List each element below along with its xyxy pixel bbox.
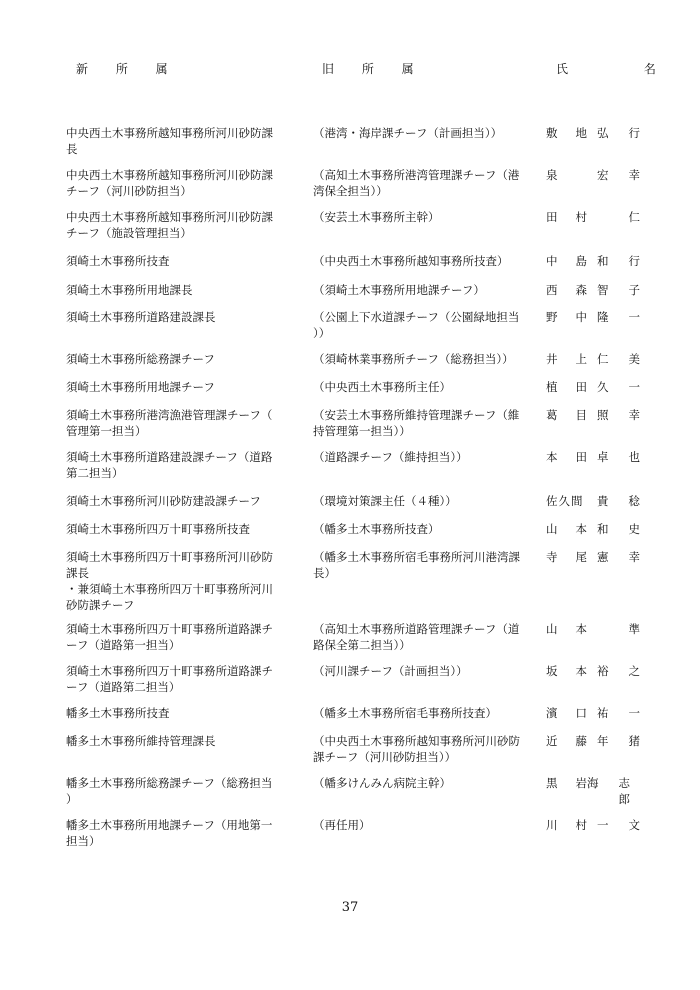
old-affiliation-line: ））	[313, 326, 331, 340]
new-affiliation-line: 須崎土木事務所総務課チーフ	[66, 352, 215, 366]
old-affiliation-line: 路保全第二担当））	[313, 638, 411, 652]
name-char: 海	[587, 776, 599, 790]
surname	[546, 521, 587, 537]
name-char: 憲	[597, 550, 609, 564]
new-affiliation-line: 幡多土木事務所技査	[66, 706, 170, 720]
name-char: 口	[575, 706, 587, 720]
person-name	[546, 449, 640, 465]
name-char: 一	[597, 818, 609, 832]
person-name	[546, 549, 640, 565]
name-char: 本	[546, 450, 558, 464]
person-name	[546, 125, 640, 141]
given-name	[597, 705, 640, 721]
surname	[546, 733, 587, 749]
name-char: 本	[575, 622, 587, 636]
new-affiliation	[66, 309, 294, 325]
new-affiliation	[66, 209, 294, 241]
old-affiliation-line: （幡多土木事務所宿毛事務所河川港湾課	[313, 550, 520, 564]
old-affiliation	[313, 663, 535, 679]
old-affiliation-line: （中央西土木事務所越知事務所河川砂防	[313, 734, 520, 748]
new-affiliation-line: 幡多土木事務所総務課チーフ（総務担当	[66, 776, 273, 790]
name-char: 一	[628, 380, 640, 394]
page-number: 37	[341, 900, 359, 915]
old-affiliation	[313, 733, 535, 765]
person-name	[546, 209, 640, 225]
name-char: 也	[628, 450, 640, 464]
new-affiliation-line: 管理第一担当）	[66, 424, 147, 438]
old-affiliation	[313, 125, 535, 141]
new-affiliation	[66, 167, 294, 199]
old-affiliation-line: 課チーフ（河川砂防担当））	[313, 750, 457, 764]
old-affiliation-line: 長）	[313, 566, 336, 580]
name-char: 和	[597, 522, 609, 536]
name-char: 野	[546, 310, 558, 324]
name-char: 文	[628, 818, 640, 832]
surname	[546, 775, 587, 807]
name-char: 和	[597, 254, 609, 268]
given-name	[597, 351, 640, 367]
name-char: 濱	[546, 706, 558, 720]
name-char: 仁	[597, 352, 609, 366]
new-affiliation	[66, 775, 294, 807]
name-char: 敷	[546, 126, 558, 140]
person-name	[546, 282, 640, 298]
name-char: 島	[575, 254, 587, 268]
new-affiliation-line: 須崎土木事務所四万十町事務所道路課チ	[66, 664, 273, 678]
name-char: 幸	[628, 550, 640, 564]
person-name	[546, 493, 640, 509]
new-affiliation-line: 幡多土木事務所維持管理課長	[66, 734, 216, 748]
name-char: 泉	[546, 168, 558, 182]
new-affiliation-line: 砂防課チーフ	[66, 598, 135, 612]
surname	[546, 253, 587, 269]
name-char: 坂	[546, 664, 558, 678]
name-char: 仁	[628, 210, 640, 224]
old-affiliation-line: （道路課チーフ（維持担当））	[313, 450, 468, 464]
surname	[546, 621, 587, 637]
name-char: 井	[546, 352, 558, 366]
surname	[546, 125, 587, 141]
name-char: 宏	[597, 168, 609, 182]
old-affiliation	[313, 549, 535, 581]
given-name	[597, 125, 640, 141]
old-affiliation	[313, 167, 535, 199]
person-name	[546, 379, 640, 395]
name-char: 西	[546, 283, 558, 297]
person-name	[546, 521, 640, 537]
given-name	[597, 549, 640, 565]
old-affiliation	[313, 351, 535, 367]
name-char: 猪	[628, 734, 640, 748]
name-char: 本	[575, 522, 587, 536]
name-char: 行	[628, 126, 640, 140]
given-name	[597, 663, 640, 679]
old-affiliation	[313, 282, 535, 298]
new-affiliation-line: 須崎土木事務所道路建設課長	[66, 310, 216, 324]
name-char: 村	[575, 818, 587, 832]
new-affiliation-line: 中央西土木事務所越知事務所河川砂防課	[66, 168, 273, 182]
surname	[546, 663, 587, 679]
old-affiliation-line: 湾保全担当））	[313, 184, 388, 198]
name-char: 寺	[546, 550, 558, 564]
new-affiliation	[66, 125, 294, 157]
old-affiliation-line: （中央西土木事務所主任）	[313, 380, 451, 394]
given-name	[597, 407, 640, 423]
new-affiliation	[66, 407, 294, 439]
name-char: 葛	[546, 408, 558, 422]
given-name	[629, 209, 641, 225]
name-char: 一	[628, 706, 640, 720]
name-char: 川	[546, 818, 558, 832]
given-name	[597, 379, 640, 395]
old-affiliation	[313, 817, 535, 833]
old-affiliation-line: 持管理第一担当））	[313, 424, 411, 438]
given-name	[597, 817, 640, 833]
header-old-affiliation: 旧 所 属	[322, 62, 426, 76]
name-char: 一	[628, 310, 640, 324]
name-char: 黒	[546, 776, 558, 790]
old-affiliation-line: （須崎林業事務所チーフ（総務担当））	[313, 352, 514, 366]
new-affiliation-line: 須崎土木事務所四万十町事務所河川砂防	[66, 550, 273, 564]
old-affiliation-line: （環境対策課主任（４種））	[313, 494, 457, 508]
surname	[546, 407, 587, 423]
new-affiliation	[66, 733, 294, 749]
old-affiliation-line: （須崎土木事務所用地課チーフ）	[313, 283, 485, 297]
name-char: 田	[546, 210, 558, 224]
new-affiliation-line: 中央西土木事務所越知事務所河川砂防課	[66, 210, 273, 224]
name-char: 田	[575, 380, 587, 394]
new-affiliation-line: 須崎土木事務所用地課チーフ	[66, 380, 215, 394]
name-char: 中	[546, 254, 558, 268]
new-affiliation-line: 長	[66, 142, 78, 156]
new-affiliation	[66, 705, 294, 721]
new-affiliation-line: ）	[66, 792, 78, 806]
new-affiliation-line: 須崎土木事務所四万十町事務所道路課チ	[66, 622, 273, 636]
new-affiliation-line: 須崎土木事務所河川砂防建設課チーフ	[66, 494, 261, 508]
person-name	[546, 309, 640, 325]
name-char: 久	[597, 380, 609, 394]
name-char: 智	[597, 283, 609, 297]
name-char: 志郎	[618, 776, 630, 806]
given-name	[597, 167, 640, 183]
new-affiliation	[66, 493, 294, 509]
name-char: 本	[575, 664, 587, 678]
old-affiliation	[313, 705, 535, 721]
given-name	[597, 449, 640, 465]
old-affiliation-line: （高知土木事務所港湾管理課チーフ（港	[313, 168, 520, 182]
person-name	[546, 705, 640, 721]
old-affiliation-line: （安芸土木事務所維持管理課チーフ（維	[313, 408, 520, 422]
new-affiliation	[66, 549, 294, 613]
old-affiliation-line: （河川課チーフ（計画担当））	[313, 664, 468, 678]
old-affiliation-line: （幡多土木事務所技査）	[313, 522, 440, 536]
name-char: 年	[597, 734, 609, 748]
new-affiliation-line: 担当）	[66, 834, 101, 848]
new-affiliation	[66, 379, 294, 395]
new-affiliation	[66, 449, 294, 481]
name-char: 岩	[575, 776, 587, 790]
person-name	[546, 407, 640, 423]
surname	[546, 379, 587, 395]
old-affiliation	[313, 209, 535, 225]
new-affiliation-line: 第二担当）	[66, 466, 124, 480]
name-char: 準	[628, 622, 640, 636]
old-affiliation	[313, 309, 535, 341]
new-affiliation	[66, 817, 294, 849]
name-char: 目	[575, 408, 587, 422]
name-char: 藤	[575, 734, 587, 748]
name-char: 森	[575, 283, 587, 297]
old-affiliation-line: （高知土木事務所道路管理課チーフ（道	[313, 622, 520, 636]
name-char: 中	[575, 310, 587, 324]
person-name	[546, 253, 640, 269]
name-char: 山	[546, 522, 558, 536]
old-affiliation	[313, 493, 535, 509]
person-name	[546, 663, 640, 679]
name-char: 之	[628, 664, 640, 678]
given-name	[597, 253, 640, 269]
new-affiliation-line: 須崎土木事務所用地課長	[66, 283, 193, 297]
old-affiliation-line: （再任用）	[313, 818, 371, 832]
name-char: 山	[546, 622, 558, 636]
new-affiliation	[66, 521, 294, 537]
new-affiliation-line: チーフ（河川砂防担当）	[66, 184, 192, 198]
person-name	[546, 621, 640, 637]
person-name	[546, 817, 640, 833]
name-char: 久	[558, 494, 570, 508]
given-name	[597, 521, 640, 537]
name-char: 行	[628, 254, 640, 268]
new-affiliation	[66, 663, 294, 695]
old-affiliation	[313, 449, 535, 465]
name-char: 卓	[597, 450, 609, 464]
given-name	[597, 493, 640, 509]
surname	[546, 817, 587, 833]
name-char: 地	[575, 126, 587, 140]
person-name	[546, 775, 640, 807]
name-char: 村	[575, 210, 587, 224]
surname	[546, 549, 587, 565]
person-name	[546, 167, 640, 183]
person-name	[546, 733, 640, 749]
name-char: 尾	[575, 550, 587, 564]
name-char: 隆	[597, 310, 609, 324]
name-char: 弘	[597, 126, 609, 140]
old-affiliation	[313, 521, 535, 537]
name-char: 近	[546, 734, 558, 748]
given-name	[629, 621, 641, 637]
new-affiliation	[66, 351, 294, 367]
header-name: 氏 名	[556, 62, 692, 76]
new-affiliation	[66, 253, 294, 269]
new-affiliation-line: 須崎土木事務所四万十町事務所技査	[66, 522, 250, 536]
new-affiliation-line: チーフ（施設管理担当）	[66, 226, 192, 240]
name-char: 美	[628, 352, 640, 366]
new-affiliation-line: 須崎土木事務所技査	[66, 254, 170, 268]
name-char: 貴	[597, 494, 609, 508]
given-name	[597, 282, 640, 298]
new-affiliation-line: 中央西土木事務所越知事務所河川砂防課	[66, 126, 273, 140]
name-char: 照	[597, 408, 609, 422]
given-name	[587, 775, 640, 807]
header-new-affiliation: 新 所 属	[76, 62, 180, 76]
old-affiliation	[313, 253, 535, 269]
old-affiliation	[313, 621, 535, 653]
surname	[546, 351, 587, 367]
name-char: 上	[575, 352, 587, 366]
name-char: 史	[628, 522, 640, 536]
old-affiliation	[313, 775, 535, 791]
name-char: 佐	[546, 494, 558, 508]
new-affiliation-line: 課長	[66, 566, 89, 580]
new-affiliation-line: ーフ（道路第一担当）	[66, 638, 181, 652]
given-name	[597, 733, 640, 749]
name-char: 間	[571, 494, 583, 508]
new-affiliation-line: ・兼須崎土木事務所四万十町事務所河川	[66, 582, 273, 596]
old-affiliation-line: （安芸土木事務所主幹）	[313, 210, 440, 224]
old-affiliation-line: （中央西土木事務所越知事務所技査）	[313, 254, 509, 268]
surname	[546, 167, 558, 183]
new-affiliation-line: 須崎土木事務所港湾漁港管理課チーフ（	[66, 408, 273, 422]
old-affiliation-line: （港湾・海岸課チーフ（計画担当））	[313, 126, 503, 140]
surname	[546, 449, 587, 465]
name-char: 植	[546, 380, 558, 394]
name-char: 子	[628, 283, 640, 297]
old-affiliation-line: （公園上下水道課チーフ（公園緑地担当	[313, 310, 520, 324]
name-char: 田	[575, 450, 587, 464]
old-affiliation	[313, 407, 535, 439]
surname	[546, 705, 587, 721]
name-char: 裕	[597, 664, 609, 678]
surname	[546, 282, 587, 298]
surname	[546, 209, 587, 225]
new-affiliation	[66, 282, 294, 298]
person-name	[546, 351, 640, 367]
name-char: 幸	[628, 168, 640, 182]
surname	[546, 493, 583, 509]
new-affiliation-line: ーフ（道路第二担当）	[66, 680, 181, 694]
given-name	[597, 309, 640, 325]
old-affiliation-line: （幡多けんみん病院主幹）	[313, 776, 451, 790]
new-affiliation	[66, 621, 294, 653]
name-char: 稔	[628, 494, 640, 508]
new-affiliation-line: 須崎土木事務所道路建設課チーフ（道路	[66, 450, 273, 464]
name-char: 幸	[628, 408, 640, 422]
name-char: 祐	[597, 706, 609, 720]
old-affiliation	[313, 379, 535, 395]
new-affiliation-line: 幡多土木事務所用地課チーフ（用地第一	[66, 818, 273, 832]
surname	[546, 309, 587, 325]
old-affiliation-line: （幡多土木事務所宿毛事務所技査）	[313, 706, 497, 720]
